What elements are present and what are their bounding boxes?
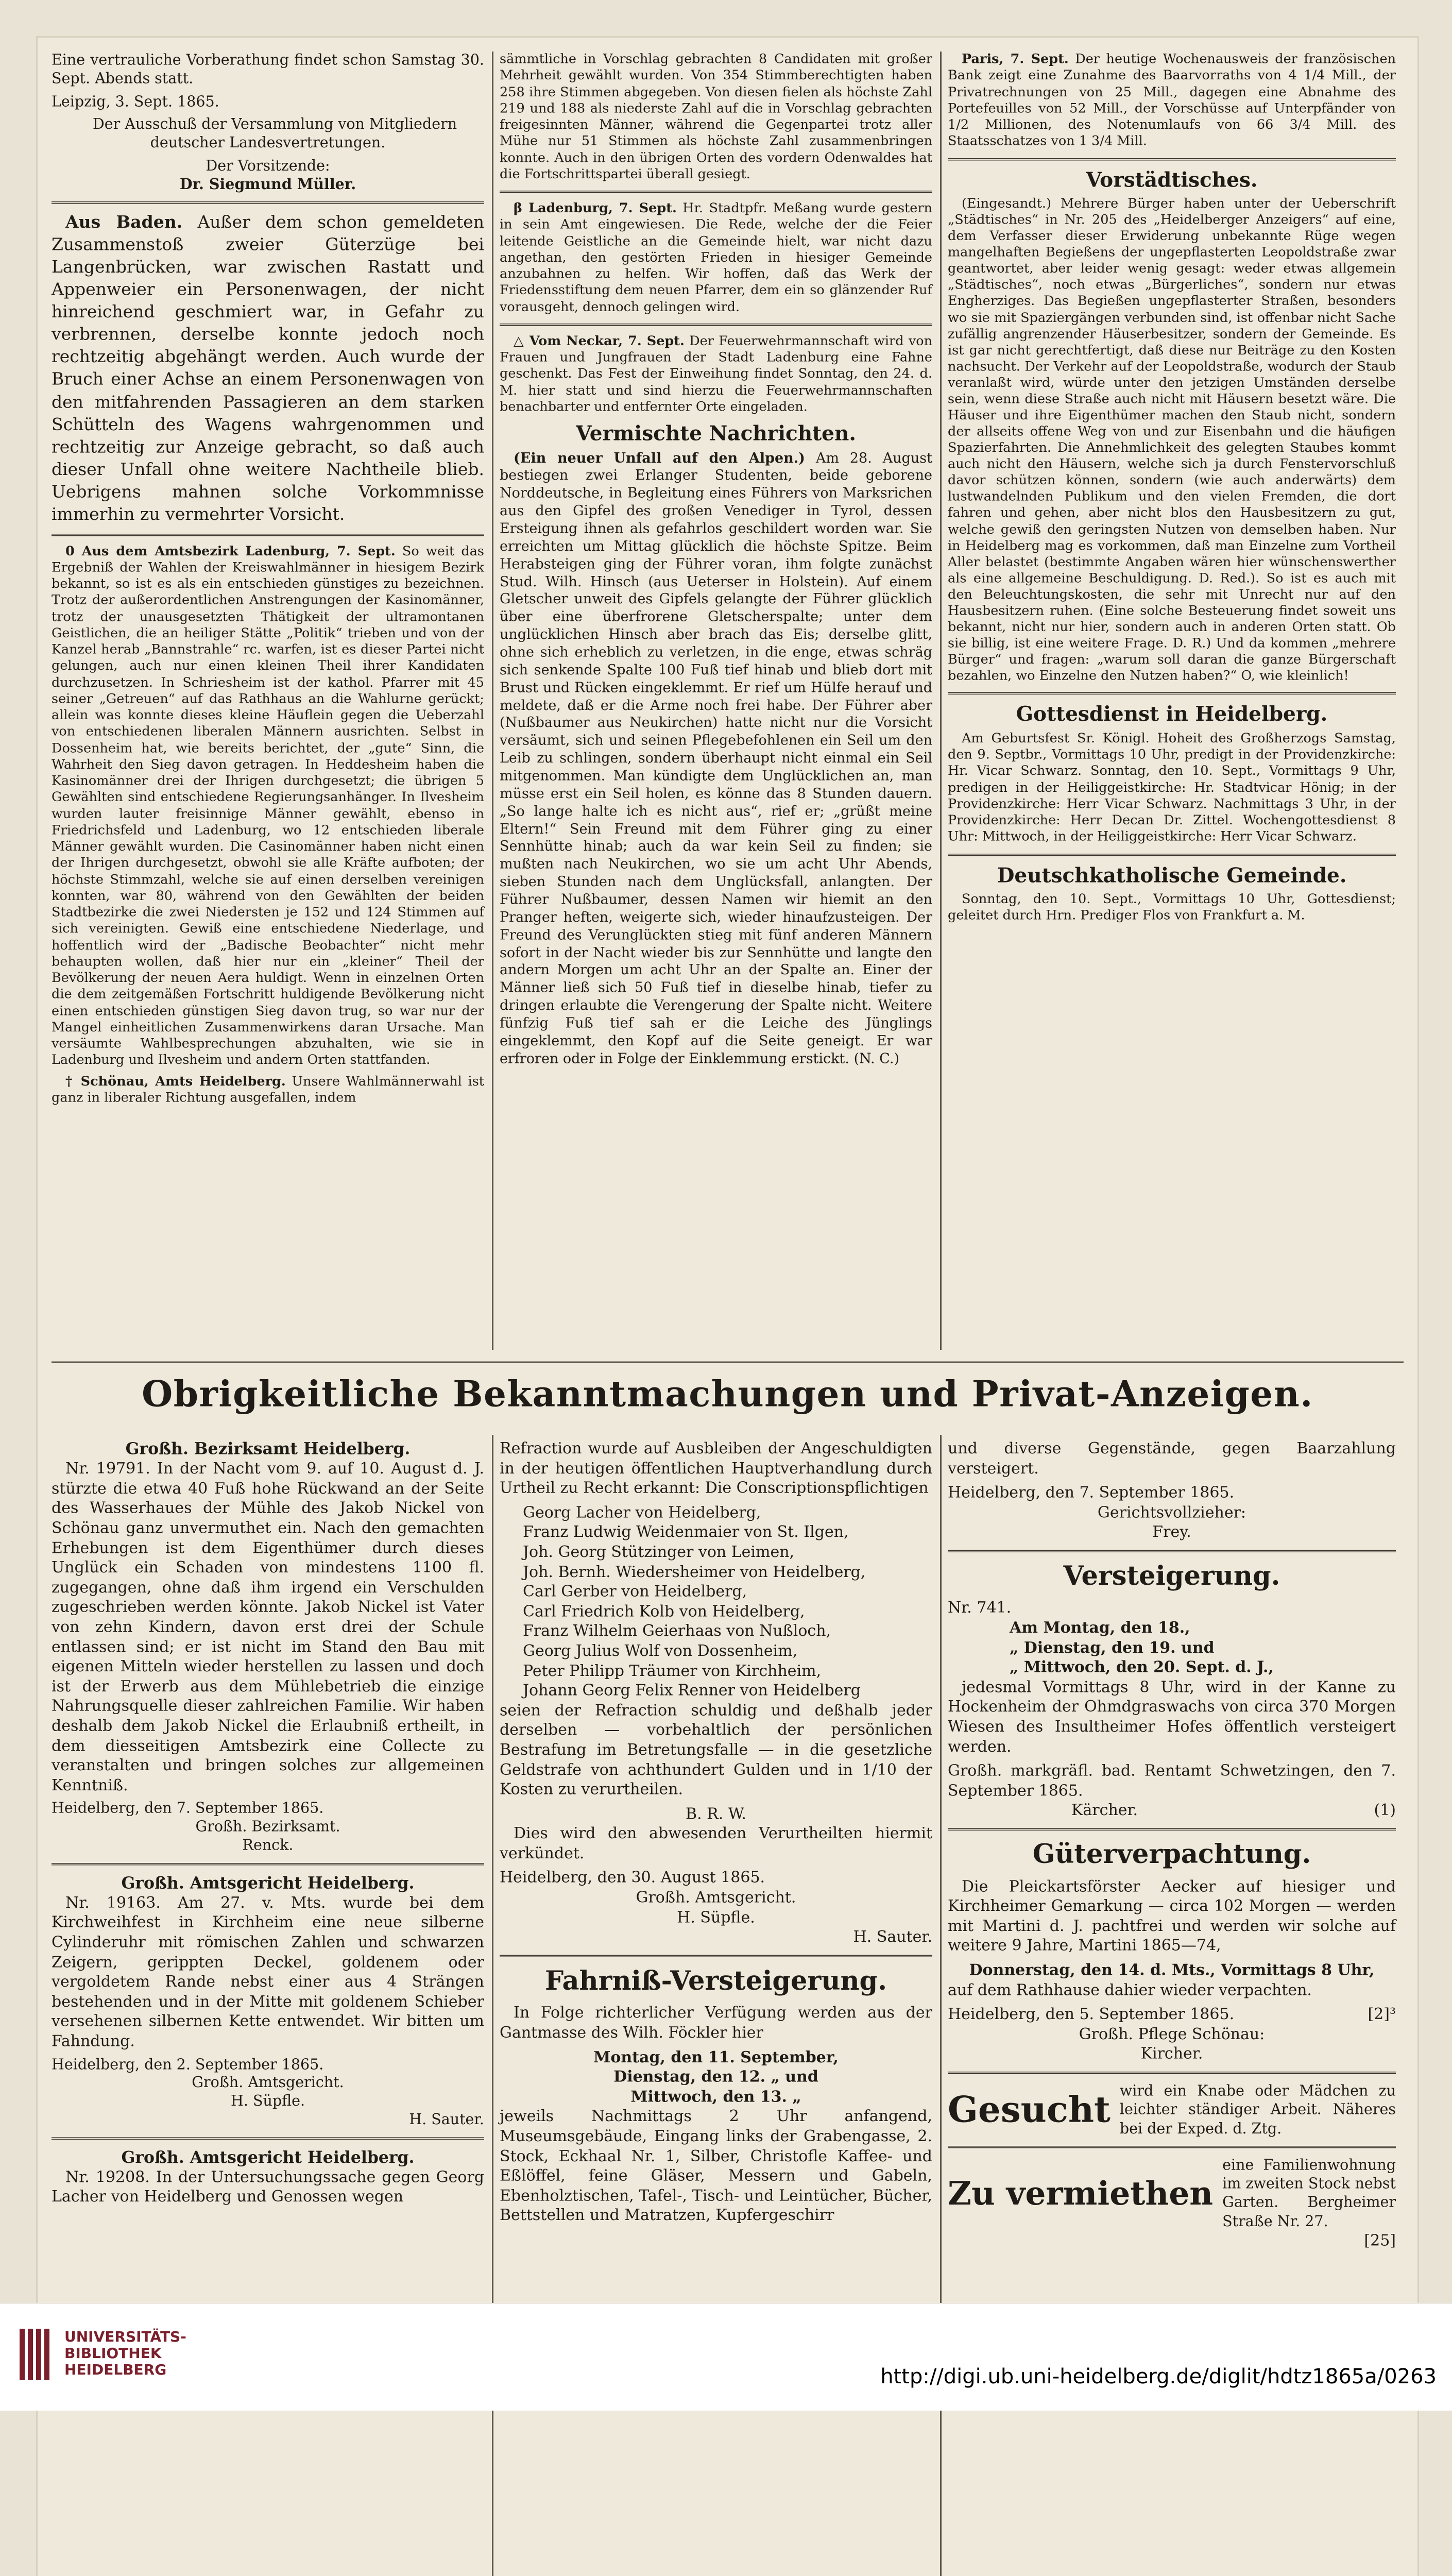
- divider: [948, 1550, 1396, 1552]
- notice-day: Montag, den 11. September,: [593, 2047, 839, 2066]
- article-head: β Ladenburg, 7. Sept.: [514, 200, 677, 216]
- list-item: Franz Ludwig Weidenmaier von St. Ilgen,: [523, 1522, 849, 1541]
- article-head: (Ein neuer Unfall auf den Alpen.): [514, 450, 805, 466]
- notice-title: Güterverpachtung.: [1032, 1839, 1311, 1870]
- article-text: Der Feuerwehrmannschaft wird von Frauen und Jungfrauen der Stadt Ladenburg eine Fahne geschenkt. Das Fest der Einweihung findet Sonntag, den 24. d. M. hier statt und sind hierzu die Feuerwehrmannschaften benachbarter und entfernter Orte eingeladen.: [500, 333, 933, 415]
- ad-text: eine Familienwohnung im zweiten Stock nebst Garten. Bergheimer Straße Nr. 27.: [1222, 2156, 1396, 2230]
- notice-text: seien der Refraction schuldig und deßhalb jeder derselben — vorbehaltlich der persönlichen Bestrafung im Betretungsfalle — in die gesetzliche Geldstrafe von achthundert Gulden und in 1/10 der Kosten zu verurtheilen.: [500, 1700, 932, 1799]
- notice-sign: H. Sauter.: [853, 1927, 932, 1946]
- article-sign: (N. C.): [853, 1050, 899, 1067]
- notice-sign: H. Sauter.: [409, 2111, 484, 2128]
- notice-text: Refraction wurde auf Ausbleiben der Angeschuldigten in der heutigen öffentlichen Hauptverhandlung durch Urtheil zu Recht erkannt: Die Conscriptionspflichtigen: [500, 1438, 932, 1497]
- notice-sign: Großh. Pflege Schönau:: [1079, 2024, 1265, 2043]
- notice-sign: B. R. W.: [686, 1804, 746, 1823]
- article-text: Am 28. August bestiegen zwei Erlanger Studenten, beide geborene Norddeutsche, in Begleitung eines Führers von Marksrichen aus den Gipfel des großen Venediger in Tyrol, dessen Ersteigung ihnen als gefahrlos geschildert worden war. Sie erreichten um Mittag glücklich die höchste Spitze. Beim Herabsteigen ging der Führer voran, ihm folgte zunächst Stud. Wilh. Hinsch (aus Ueterser in Holstein). Auf einem Gletscher unweit des Gipfels gelangte der Führer glücklich über eine überfrorene Gletscherspalte; unter dem unglücklichen Hinsch aber brach das Eis; derselbe glitt, ohne sich erheblich zu verletzen, in die enge, etwas schräg sich senkende Spalte 100 Fuß tief hinab und blieb dort mit Brust und Rücken eingeklemmt. Er rief um Hülfe herauf und meldete, daß er die Arme noch frei habe. Der Führer aber (Nußbaumer aus Neukirchen) hatte nicht nur die Vorsicht versäumt, sich und seinen Pflegebefohlenen ein Seil um den Leib zu schlingen, sondern überhaupt nicht einmal ein Seil mitgenommen. Man kündigte dem Unglücklichen an, man müsse erst ein Seil holen, es könne das 8 Stunden dauern. „So lange halte ich es nicht aus“, rief er; „grüßt meine Eltern!“ Sein Freund mit dem Führer ging zu einer Sennhütte hinab; auch da war kein Seil zu finden; sie mußten nach Neukirchen, wo sie um acht Uhr Abends, sieben Stunden nach dem Unglücksfall, anlangten. Der Führer Nußbaumer, dessen Namen wir hiemit an den Pranger heften, weigerte sich, wieder hinaufzusteigen. Der Freund des Verunglückten stieg mit fünf anderen Männern sofort in der Nacht wieder bis zur Sennhütte und langte den andern Morgen um acht Uhr an der Spalte an. Einer der Männer ließ sich 50 Fuß tief in dieselbe hinab, tiefer zu dringen erlaubte die Verengerung der Spalte nicht. Weitere fünfzig Fuß tief sah er die Leiche des Jünglings eingeklemmt, den Kopf auf die Seite geneigt. Er war erfroren oder in Folge der Einklemmung erstickt.: [500, 450, 932, 1067]
- ad-title: Gesucht: [948, 2088, 1111, 2130]
- article-alps: [500, 450, 932, 1068]
- divider: [948, 2146, 1396, 2148]
- article-text: Unsere Wahlmännerwahl ist ganz in liberaler Richtung ausgefallen, indem: [52, 1074, 485, 1106]
- article-paris: [948, 52, 1396, 150]
- article-text: Der heutige Wochenausweis der französischen Bank zeigt eine Zunahme des Baarvorraths von 4 1/4 Mill., der Privatrechnungen von 25 Mill., dagegen eine Abnahme des Portefeuilles von 52 Mill., der Vorschüsse auf Unterpfänder von 1/2 Millionen, des Notenumlaufs von 66 3/4 Mill. des Staatsschatzes von 1 3/4 Mill.: [948, 52, 1396, 149]
- divider: [948, 1828, 1396, 1831]
- ad-vermiethen: [948, 2156, 1396, 2231]
- notice-day: „ Mittwoch, den 20. Sept. d. J.,: [1010, 1657, 1274, 1676]
- list-item: Joh. Georg Stützinger von Leimen,: [523, 1542, 795, 1561]
- announcements-title: Obrigkeitliche Bekanntmachungen und Privat-Anzeigen.: [142, 1373, 1313, 1415]
- list-item: Georg Julius Wolf von Dossenheim,: [523, 1641, 798, 1660]
- notice-sign: Großh. Bezirksamt.: [195, 1818, 340, 1836]
- notice-date: Heidelberg, den 30. August 1865.: [500, 1868, 765, 1887]
- notice-sign: Großh. markgräfl. bad. Rentamt Schwetzingen, den 7. September 1865.: [948, 1761, 1396, 1800]
- ad-title: Zu vermiethen: [948, 2174, 1214, 2212]
- section-title: Deutschkatholische Gemeinde.: [997, 864, 1347, 888]
- notice-date: Heidelberg, den 5. September 1865.: [948, 2004, 1235, 2023]
- logo-line: BIBLIOTHEK: [64, 2345, 162, 2362]
- notice-place-date: Leipzig, 3. Sept. 1865.: [52, 93, 219, 110]
- notice-text: Nr. 19163. Am 27. v. Mts. wurde bei dem Kirchweihfest in Kirchheim eine neue silberne Cylinderuhr mit römischen Zahlen und schwarzen Zeigern, gerippten Deckel, goldenem oder vergoldetem Rande nebst einer aus 4 Strängen bestehenden und in der Mitte mit goldenem Schieber versehenen silbernen Kette entwendet. Wir bitten um Fahndung.: [52, 1893, 484, 2050]
- university-logo-icon: [15, 2324, 57, 2385]
- divider: [948, 158, 1396, 160]
- notice-text: Eine vertrauliche Vorberathung findet schon Samstag 30. Sept. Abends statt.: [52, 52, 484, 87]
- notice-title: Versteigerung.: [1063, 1561, 1280, 1592]
- article-ladenburg-2: [500, 201, 932, 316]
- notice-sign: Gerichtsvollzieher:: [1097, 1502, 1246, 1521]
- lower-column-1: [52, 1439, 484, 2211]
- notice-text: Nr. 19791. In der Nacht vom 9. auf 10. August d. J. stürzte die etwa 40 Fuß hohe Rückwand an der Seite des Wasserhaues der Mühle des Jakob Nickel von Schönau ganz unvermuthet ein. Nach den gemachten Erhebungen ist dem Eigenthümer durch dieses Unglück ein Schaden von mindestens 1100 fl. zugegangen, ohne daß ihm irgend ein Verschulden zugeschrieben werden könnte. Jakob Nickel ist Vater von zehn Kindern, davon erst drei der Schule entlassen sind; er ist nicht im Stand den Bau mit eigenen Mitteln wieder herstellen zu lassen und doch ist der Erwerb aus dem Mühlebetrieb die einzige Nahrungsquelle dieser zahlreichen Familie. Wir haben deshalb dem Jakob Nickel die Erlaubniß ertheilt, in dem diesseitigen Amtsbezirk eine Collecte zu veranstalten und bringen solches zur allgemeinen Kenntniß.: [52, 1459, 484, 1794]
- list-item: Carl Gerber von Heidelberg,: [523, 1582, 747, 1601]
- notice-sign: Frey.: [1152, 1522, 1191, 1541]
- section-rule: [52, 1362, 1404, 1363]
- article-neckar: [500, 333, 932, 415]
- logo-line: HEIDELBERG: [64, 2361, 167, 2379]
- article-head: 0 Aus dem Amtsbezirk Ladenburg, 7. Sept.: [65, 544, 396, 560]
- article-head: Aus Baden.: [65, 212, 183, 233]
- divider: [52, 201, 484, 204]
- notice-sign: H. Süpfle.: [677, 1907, 755, 1926]
- ad-text: wird ein Knabe oder Mädchen zu leichter ständiger Arbeit. Näheres bei der Exped. d. Ztg.: [1119, 2082, 1396, 2137]
- notice-sign-row: [948, 1801, 1396, 1820]
- list-item: Johann Georg Felix Renner von Heidelberg: [523, 1681, 861, 1700]
- notice-text: Dies wird den abwesenden Verurtheilten hiermit verkündet.: [500, 1823, 932, 1862]
- footer-bar: [0, 2303, 1452, 2411]
- list-item: Franz Wilhelm Geierhaas von Nußloch,: [523, 1621, 831, 1640]
- notice-text: In Folge richterlicher Verfügung werden aus der Gantmasse des Wilh. Föckler hier: [500, 2003, 932, 2042]
- notice-day: „ Dienstag, den 19. und: [1010, 1638, 1215, 1657]
- notice-head: Großh. Amtsgericht Heidelberg.: [121, 2147, 415, 2166]
- list-item: Joh. Bernh. Wiedersheimer von Heidelberg,: [523, 1562, 866, 1581]
- notice-date: Heidelberg, den 7. September 1865.: [948, 1483, 1235, 1502]
- article-text: Außer dem schon gemeldeten Zusammenstoß zweier Güterzüge bei Langenbrücken, war zwischen Rastatt und Appenweier ein Personenwagen, der nicht hinreichend geschmiert war, in Gefahr zu verbrennen, derselbe konnte jedoch noch rechtzeitig abgehängt werden. Auch wurde der Bruch einer Achse an einem Personenwagen von den mitfahrenden Passagieren an dem starken Schütteln des Wagens wahrgenommen und rechtzeitig zur Anzeige gebracht, so daß auch dieser Unfall ohne weitere Nachtheile blieb. Uebrigens mahnen solche Vorkommnisse immerhin zu vermehrter Vorsicht.: [52, 213, 484, 524]
- notice-day: Dienstag, den 12. „ und: [613, 2067, 818, 2086]
- notice-title: Fahrniß-Versteigerung.: [545, 1965, 887, 1997]
- notice-day: Donnerstag, den 14. d. Mts., Vormittags 8 Uhr,: [969, 1960, 1375, 1979]
- notice-sign: Großh. Amtsgericht.: [192, 2074, 344, 2092]
- notice-sign: Kärcher.: [1071, 1801, 1138, 1820]
- notice-date: Heidelberg, den 2. September 1865.: [52, 2056, 324, 2073]
- names-list: [500, 1503, 932, 1701]
- column-rule: [492, 52, 493, 1350]
- notice-text: jedesmal Vormittags 8 Uhr, wird in der Kanne zu Hockenheim der Ohmdgraswachs von circa 370 Morgen Wiesen des Insultheimer Hofes öffentlich versteigert werden.: [948, 1677, 1396, 1755]
- notice-text: und diverse Gegenstände, gegen Baarzahlung versteigert.: [948, 1438, 1396, 1477]
- column-3: [948, 52, 1396, 929]
- notice-day: Am Montag, den 18.,: [1010, 1618, 1190, 1637]
- divider: [948, 692, 1396, 695]
- divider: [500, 191, 932, 193]
- lower-column-3: [948, 1439, 1396, 2251]
- list-item: Carl Friedrich Kolb von Heidelberg,: [523, 1601, 805, 1620]
- article-continuation: sämmtliche in Vorschlag gebrachten 8 Candidaten mit großer Mehrheit gewählt wurden. Von 354 Stimmberechtigten haben 258 ihre Stimmen abgegeben. Von diesen fielen als höchste Zahl 219 und 188 als niederste Zahl auf die in Vorschlag gebrachten freigesinnten Männer, während die Gegenpartei trotz aller Mühe nur 51 Stimmen als höchste Zahl zusammenbringen konnte. Auch in den übrigen Orten des vordern Odenwaldes hat die Fortschrittspartei überall gesiegt.: [500, 52, 932, 182]
- ad-gesucht: [948, 2081, 1396, 2138]
- article-ladenburg: [52, 544, 484, 1069]
- article-gottesdienst: Am Geburtsfest Sr. Königl. Hoheit des Großherzogs Samstag, den 9. Septbr., Vormittags 10 Uhr, predigt in der Providenzkirche: Hr. Vicar Schwarz. Sonntag, den 10. Sept., Vormittags 9 Uhr, predigen in der Heiliggeistkirche: Hr. Stadtvicar Hönig; in der Providenzkirche: Herr Vicar Schwarz. Nachmittags 3 Uhr, in der Providenzkirche: Herr Decan Dr. Zittel. Wochengottesdienst 8 Uhr: Mittwoch, in der Heiliggeistkirche: Herr Vicar Schwarz.: [948, 731, 1396, 845]
- divider: [500, 1955, 932, 1957]
- ad-ref: [25]: [1364, 2231, 1396, 2250]
- divider: [52, 534, 484, 536]
- logo-line: UNIVERSITÄTS-: [64, 2328, 186, 2345]
- divider: [52, 1862, 484, 1865]
- column-rule: [940, 52, 942, 1350]
- notice-date: Heidelberg, den 7. September 1865.: [52, 1800, 324, 1817]
- library-logo-text: [64, 2329, 186, 2379]
- divider: [500, 324, 932, 326]
- chair-label: Der Vorsitzende:: [206, 157, 330, 175]
- lower-column-2: [500, 1439, 932, 2230]
- section-title: Vermischte Nachrichten.: [576, 422, 856, 446]
- section-title: Gottesdienst in Heidelberg.: [1016, 703, 1328, 727]
- notice-sign: Kircher.: [1140, 2044, 1203, 2063]
- notice-sign: Großh. Amtsgericht.: [636, 1888, 796, 1907]
- notice-ref: [2]³: [1368, 2004, 1396, 2023]
- article-text: So weit das Ergebniß der Wahlen der Kreiswahlmänner in hiesigem Bezirk bekannt, so ist es als ein entschieden günstiges zu bezeichnen. Trotz der außerordentlichen Anstrengungen der Kasinomänner, trotz der unausgesetzten Thätigkeit der ultramontanen Geistlichen, die an heiliger Stätte „Politik“ trieben und von der Kanzel herab „Bannstrahle“ rc. warfen, ist es dieser Partei nicht gelungen, auch nur einen kleinen Theil ihrer Kandidaten durchzusetzen. In Schriesheim ist der kathol. Pfarrer mit 45 seiner „Getreuen“ auf das Rathhaus an die Wahlurne gerückt; allein was konnte dieses kleine Häuflein gegen die Ueberzahl von entschiedenen liberalen Männern ausrichten. Selbst in Dossenheim hat, wie bereits berichtet, der „gute“ Sinn, die Wahrheit den Sieg davon getragen. In Heddesheim haben die Kasinomänner drei der Ihrigen durchgesetzt; die übrigen 5 Gewählten sind entschiedene Regierungsanhänger. In Ilvesheim wurden lauter freisinnige Männer gewählt, ebenso in Friedrichsfeld und Ladenburg, wo 12 entschieden liberale Männer gewählt wurden. Die Casinomänner haben nicht einen der Ihrigen durchgesetzt, obwohl sie alle Kräfte aufboten; der höchste Stimmzahl, welche sie auf einen derselben vereinigen konnten, war 80, während von den Gewählten der beiden Stadtbezirke die zwei Niedersten je 152 und 124 Stimmen auf sich vereinigten. Gewiß eine entschiedene Niederlage, und hoffentlich wird der „Badische Beobachter“ nicht mehr behaupten wollen, daß hier nur ein „kleiner“ Theil der Bevölkerung der neuen Aera huldigt. Wenn in einzelnen Orten die dem zeitgemäßen Fortschritt huldigende Bevölkerung nicht einen entschieden günstigen Sieg davon trug, so war nur der Mangel einheitlichen Zusammenwirkens daran Ursache. Man versäumte Wahlbesprechungen abzuhalten, wie sie in Ladenburg und Ilvesheim und andern Orten stattfanden.: [52, 544, 485, 1069]
- notice-sign: Renck.: [242, 1836, 294, 1854]
- notice-head: Großh. Amtsgericht Heidelberg.: [121, 1872, 415, 1892]
- column-2: [500, 52, 932, 1073]
- article-baden: [52, 212, 484, 526]
- article-text: Hr. Stadtpfr. Meßang wurde gestern in sein Amt eingewiesen. Die Rede, welche der die Feier leitende Geistliche an die Gemeinde hielt, war nicht dazu angethan, den gestörten Frieden in hiesiger Gemeinde anzubahnen zu helfen. Wir hoffen, daß das Werk der Friedensstiftung dem neuen Pfarrer, dem ein so glänzender Ruf vorausgeht, dennoch gelingen wird.: [500, 200, 932, 315]
- article-head: Paris, 7. Sept.: [962, 52, 1069, 67]
- notice-text: jeweils Nachmittags 2 Uhr anfangend, Museumsgebäude, Eingang links der Grabengasse, 2. Stock, Eckhaal Nr. 1, Silber, Christofle Kaffee- und Eßlöffel, feine Gläser, Messern und Gabeln, Ebenholztischen, Tafel-, Tisch- und Leintücher, Bücher, Bettstellen und Matratzen, Kupfergeschirr: [500, 2106, 932, 2224]
- notice-head: Großh. Bezirksamt Heidelberg.: [125, 1438, 411, 1458]
- notice-sign: H. Süpfle.: [230, 2092, 305, 2110]
- article-schoenau: [52, 1074, 484, 1107]
- list-item: Peter Philipp Träumer von Kirchheim,: [523, 1660, 822, 1680]
- list-item: Georg Lacher von Heidelberg,: [523, 1502, 761, 1521]
- section-title: Vorstädtisches.: [1086, 168, 1258, 192]
- notice-text: auf dem Rathhause dahier wieder verpachten.: [948, 1980, 1312, 1999]
- article-head: △ Vom Neckar, 7. Sept.: [514, 333, 685, 349]
- notice-text: Nr. 19208. In der Untersuchungssache gegen Georg Lacher von Heidelberg und Genossen wegen: [52, 2167, 484, 2206]
- article-deutschkatholisch: Sonntag, den 10. Sept., Vormittags 10 Uhr, Gottesdienst; geleitet durch Hrn. Prediger Flos von Frankfurt a. M.: [948, 891, 1396, 924]
- divider: [948, 853, 1396, 856]
- article-vorstaedtisches: (Eingesandt.) Mehrere Bürger haben unter der Ueberschrift „Städtisches“ in Nr. 205 des „Heidelberger Anzeigers“ auf eine, dem Verfasser dieser Erwiderung unbekannte Rüge wegen mangelhaften Begießens der ungepflasterten Leopoldstraße zwar geantwortet, aber leider wenig gesagt: weder etwas allgemein „Städtisches“, noch etwas „Bürgerliches“, sondern nur etwas Engherziges. Das Begießen ungepflasterter Straßen, besonders wo sie mit Spaziergängen verbunden sind, ist offenbar nicht Sache zufällig angrenzender Häuserbesitzer, sondern der Gemeinde. Es ist gar nicht gerechtfertigt, daß diese nur Beiträge zu den Kosten nachsucht. Der Verkehr auf der Leopoldstraße, wodurch der Staub veranlaßt wird, würde unter den jetzigen Umständen derselbe sein, wenn diese Straße auch nicht mit Häusern besetzt wäre. Die Häuser und ihre Eigenthümer machen den Staub nicht, sondern der allseits offene Weg von und zur Eisenbahn und die häufigen Spazierfahrten. Die Annehmlichkeit des gelegten Staubes kommt auch nicht den Häusern, welche sich ja durch Fenstervorschluß davor schützen können, sondern (wie auch anderwärts) dem lustwandelnden Publikum und den vielen Fremden, die dort fahren und gehen, aber nicht blos den Hausbesitzern zu gut, welche gewiß den geringsten Nutzen von demselben haben. Nur in Heidelberg mag es vorkommen, daß man Einzelne zum Vortheil Aller belastet (bestimmte Angaben wären hier wünschenswerther als eine allgemeine Beschuldigung. D. Red.). So ist es auch mit den Beleuchtungskosten, die sehr mit Unrecht nur auf den Hausbesitzern ruhen. (Eine solche Besteuerung findet soweit uns bekannt, nicht nur hier, sondern auch in anderen Orten statt. Ob sie billig, ist eine weitere Frage. D. R.) Und da kommen „mehrere Bürger“ und fragen: „warum soll daran die ganze Bürgerschaft bezahlen, wo Einzelne den Nutzen haben?“ O, wie kleinlich!: [948, 196, 1396, 684]
- notice-text: Die Pleickartsförster Aecker auf hiesiger und Kirchheimer Gemarkung — circa 102 Morgen — werden mit Martini d. J. pachtfrei und werden wir solche auf weitere 9 Jahre, Martini 1865—74,: [948, 1876, 1396, 1955]
- divider: [52, 2137, 484, 2140]
- divider: [948, 2072, 1396, 2074]
- article-head: † Schönau, Amts Heidelberg.: [65, 1074, 286, 1090]
- notice-number: Nr. 741.: [948, 1598, 1012, 1617]
- newspaper-page: [36, 36, 1419, 2576]
- column-1: [52, 52, 484, 1111]
- notice-day: Mittwoch, den 13. „: [630, 2087, 801, 2106]
- chair-name: Dr. Siegmund Müller.: [179, 175, 356, 193]
- source-url-link[interactable]: http://digi.ub.uni-heidelberg.de/diglit/hdtz1865a/0263: [880, 2365, 1437, 2388]
- notice-ref: (1): [1374, 1801, 1396, 1820]
- notice-date-row: [948, 2005, 1396, 2024]
- committee-text: Der Ausschuß der Versammlung von Mitgliedern deutscher Landesvertretungen.: [92, 115, 457, 151]
